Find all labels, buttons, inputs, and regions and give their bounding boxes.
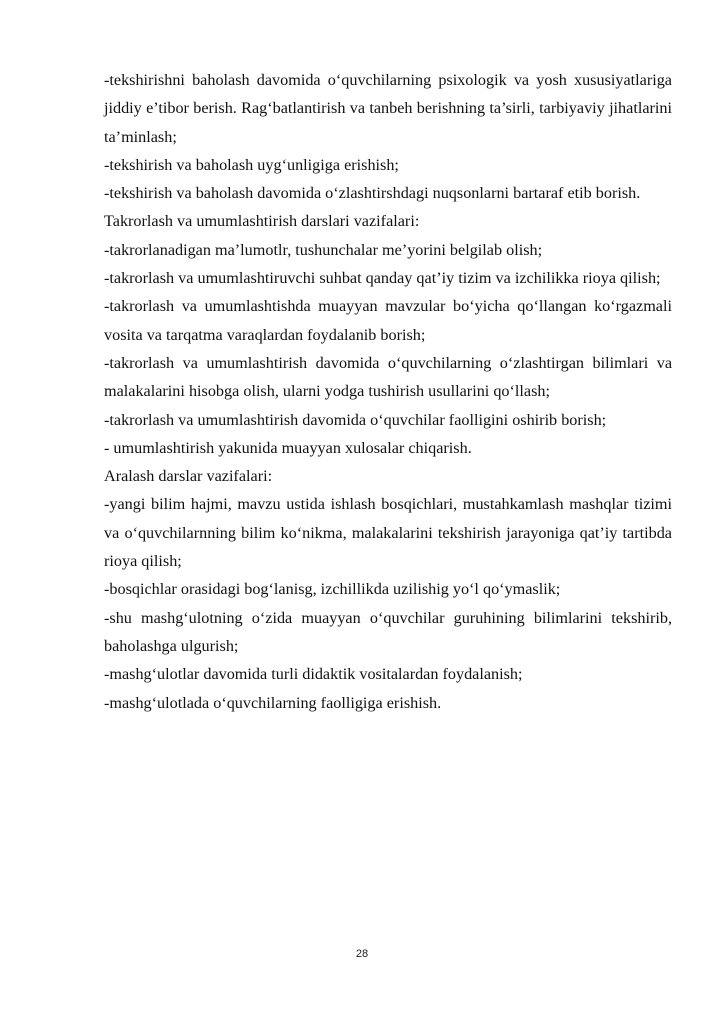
paragraph-mixed-order: -yangi bilim hajmi, mavzu ustida ishlash bosqichlari, mustahkamlash mashqlar tizimi va o‘quvchilarnning bilim ko‘nikma, malakalarini tekshirish jarayoniga qat’iy tartibda rioya qilish; xyxy=(104,495,672,571)
page-number: 28 xyxy=(355,948,369,960)
paragraph-mixed-didactic: -mashg‘ulotlar davomida turli didaktik vositalardan foydalanish; xyxy=(104,665,523,684)
paragraph-assessment-deficiencies: -tekshirish va baholash davomida o‘zlashtirshdagi nuqsonlarni bartaraf etib borish. xyxy=(104,184,641,203)
heading-mixed-lessons: Aralash darslar vazifalari: xyxy=(104,467,273,486)
page-body xyxy=(104,66,672,717)
paragraph-assessment-psychology: -tekshirishni baholash davomida o‘quvchilarning psixologik va yosh xususiyatlariga jiddiy e’tibor berish. Rag‘batlantirish va tanbeh berishning ta’sirli, tarbiyaviy jihatlarini ta’minlash; xyxy=(104,71,672,146)
paragraph-mixed-continuity: -bosqichlar orasidagi bog‘lanisg, izchillikda uzilishig yo‘l qo‘ymaslik; xyxy=(104,580,561,599)
paragraph-assessment-harmony: -tekshirish va baholash uyg‘unligiga erishish; xyxy=(104,155,399,174)
paragraph-mixed-activity: -mashg‘ulotlada o‘quvchilarning faolligiga erishish. xyxy=(104,693,442,712)
paragraph-review-system: -takrorlash va umumlashtiruvchi suhbat qanday qat’iy tizim va izchilikka rioya qilish; xyxy=(104,269,661,288)
paragraph-review-activity: -takrorlash va umumlashtirish davomida o‘quvchilar faolligini oshirib borish; xyxy=(104,410,607,429)
heading-review-lessons: Takrorlash va umumlashtirish darslari vazifalari: xyxy=(104,212,420,231)
paragraph-review-knowledge: -takrorlash va umumlashtirish davomida o‘quvchilarning o‘zlashtirgan bilimlari va malakalarini hisobga olish, ularni yodga tushirish usullarini qo‘llash; xyxy=(104,353,672,401)
paragraph-review-visual-aids: -takrorlash va umumlashtishda muayyan mavzular bo‘yicha qo‘llangan ko‘rgazmali vosita va tarqatma varaqlardan foydalanib borish; xyxy=(104,297,672,344)
paragraph-review-conclusions: - umumlashtirish yakunida muayyan xulosalar chiqarish. xyxy=(104,438,472,457)
paragraph-mixed-evaluation: -shu mashg‘ulotning o‘zida muayyan o‘quvchilar guruhining bilimlarini tekshirib, baholashga ulgurish; xyxy=(104,608,672,655)
paragraph-review-norms: -takrorlanadigan ma’lumotlr, tushunchalar me’yorini belgilab olish; xyxy=(104,240,543,259)
